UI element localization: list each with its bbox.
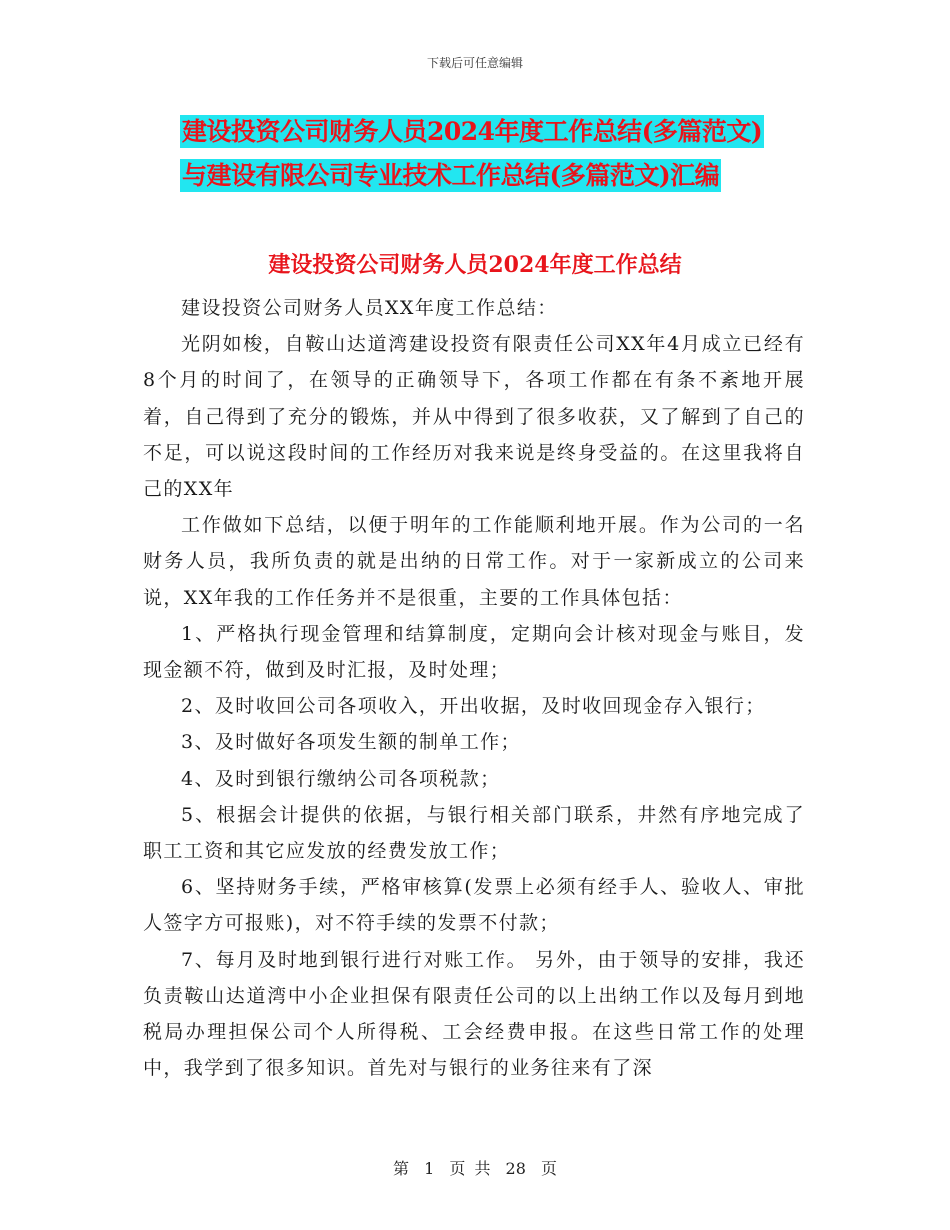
- paragraph: 5、根据会计提供的依据，与银行相关部门联系，井然有序地完成了职工工资和其它应发放的经费发放工作；: [143, 803, 805, 863]
- paragraph: 1、严格执行现金管理和结算制度，定期向会计核对现金与账目，发现金额不符，做到及时汇报，及时处理；: [143, 622, 805, 682]
- paragraph: 工作做如下总结，以便于明年的工作能顺利地开展。作为公司的一名财务人员，我所负责的就是出纳的日常工作。对于一家新成立的公司来说，XX年我的工作任务并不是很重，主要的工作具体包括：: [143, 514, 805, 609]
- footer-suffix: 页: [541, 1159, 558, 1178]
- title-line-1: 建设投资公司财务人员2024年度工作总结(多篇范文): [182, 117, 763, 146]
- body-text: [143, 290, 805, 1086]
- total-page-count: 28: [505, 1159, 526, 1178]
- title-line-2: 与建设有限公司专业技术工作总结(多篇范文)汇编: [182, 161, 720, 190]
- paragraph: 光阴如梭，自鞍山达道湾建设投资有限责任公司XX年4月成立已经有8个月的时间了，在领导的正确领导下，各项工作都在有条不紊地开展着，自己得到了充分的锻炼，并从中得到了很多收获，又了解到了自己的不足，可以说这段时间的工作经历对我来说是终身受益的。在这里我将自己的XX年: [143, 333, 805, 501]
- paragraph: 建设投资公司财务人员XX年度工作总结：: [181, 297, 558, 319]
- document-title: [180, 110, 764, 198]
- header-note: 下载后可任意编辑: [426, 56, 523, 70]
- paragraph: 3、及时做好各项发生额的制单工作；: [181, 731, 521, 754]
- footer-middle: 页 共: [449, 1159, 491, 1178]
- footer-prefix: 第: [392, 1159, 409, 1178]
- paragraph: 7、每月及时地到银行进行对账工作。 另外，由于领导的安排，我还负责鞍山达道湾中小企业担保有限责任公司的以上出纳工作以及每月到地税局办理担保公司个人所得税、工会经费申报。在这些日常工作的处理中，我学到了很多知识。首先对与银行的业务往来有了深: [143, 948, 805, 1080]
- paragraph: 6、坚持财务手续，严格审核算(发票上必须有经手人、验收人、审批人签字方可报账)，对不符手续的发票不付款；: [143, 876, 805, 935]
- paragraph: 2、及时收回公司各项收入，开出收据，及时收回现金存入银行；: [181, 695, 766, 718]
- page-footer: [0, 1156, 950, 1179]
- paragraph: 4、及时到银行缴纳公司各项税款；: [181, 767, 501, 790]
- current-page-number: 1: [424, 1159, 435, 1178]
- section-title: 建设投资公司财务人员2024年度工作总结: [268, 252, 682, 278]
